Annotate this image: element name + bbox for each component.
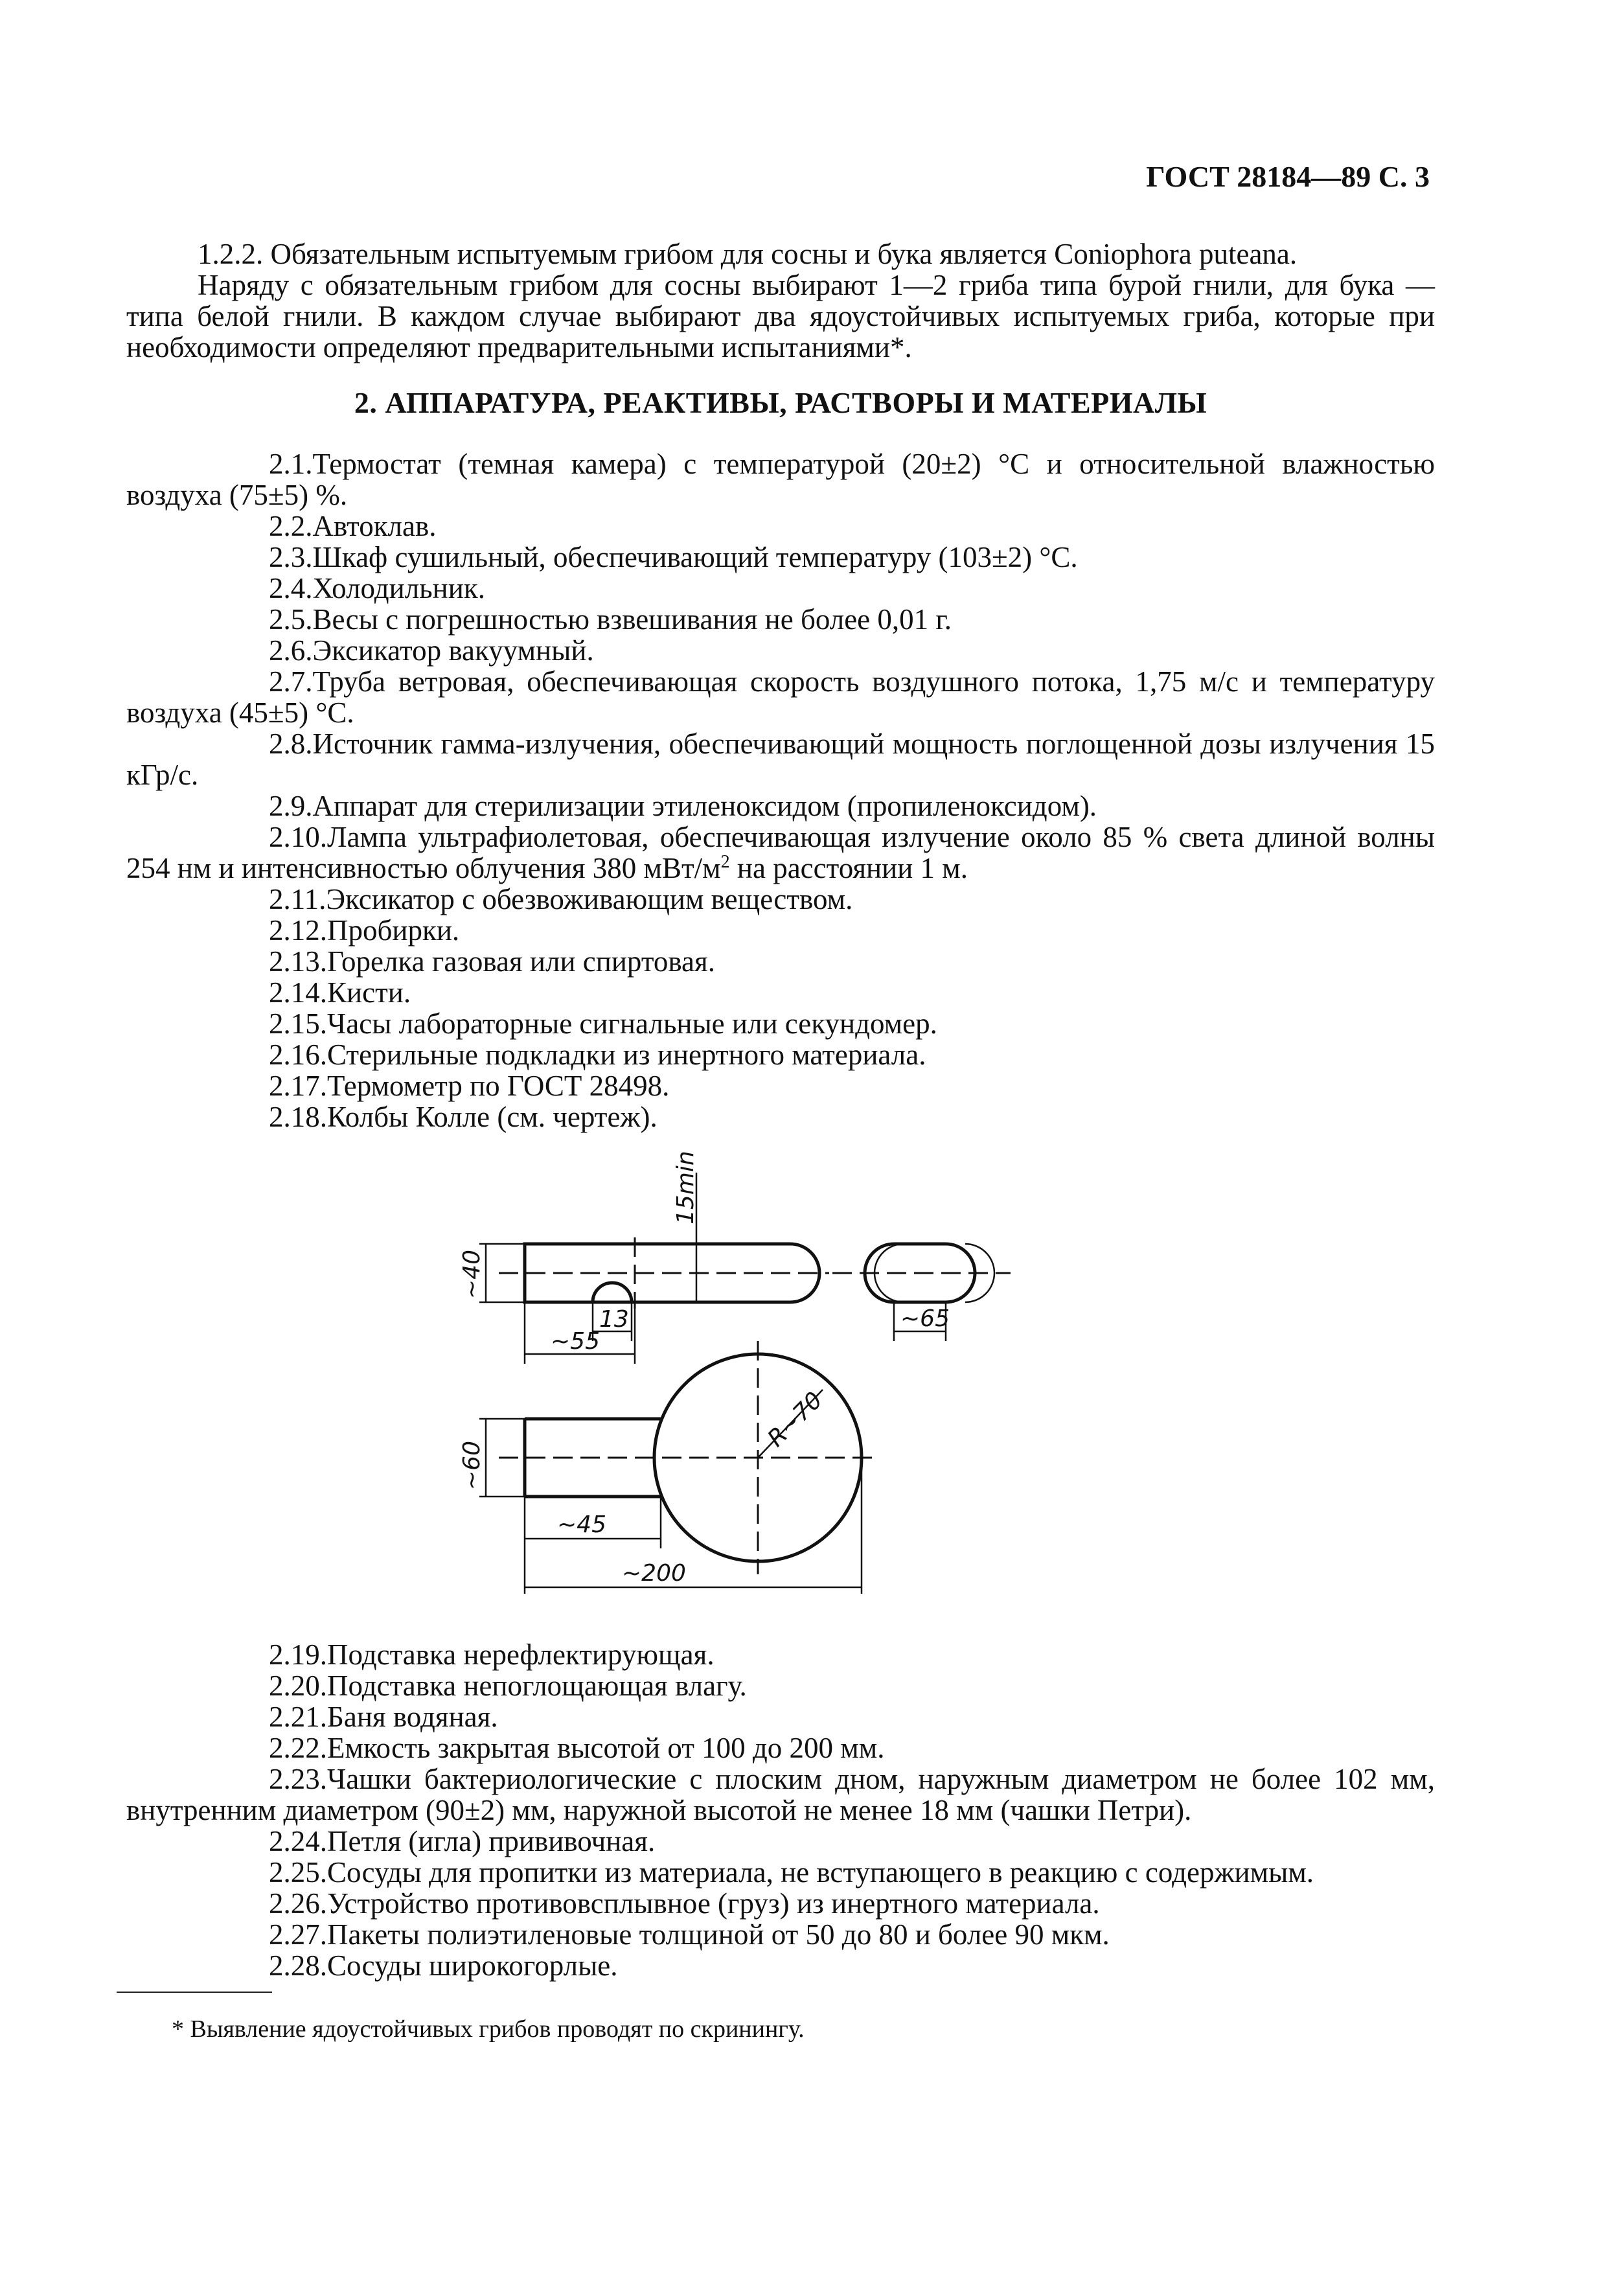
item-text: Термостат (темная камера) с температурой (20±2) °С и относительной влажностью воздуха (75±5) %. — [126, 448, 1435, 511]
item-text: Подставка непоглощающая влагу. — [327, 1670, 747, 1702]
section-title: 2. АППАРАТУРА, РЕАКТИВЫ, РАСТВОРЫ И МАТЕРИАЛЫ — [354, 386, 1207, 419]
list-item — [126, 1919, 1435, 1950]
item-text: Стерильные подкладки из инертного материала. — [327, 1039, 926, 1071]
item-number: 2.16. — [269, 1039, 327, 1071]
item-number: 2.25. — [269, 1856, 327, 1889]
list-item — [126, 1701, 1435, 1732]
item-number: 2.28. — [269, 1949, 327, 1982]
item-text: Аппарат для стерилизации этиленоксидом (пропиленоксидом). — [312, 790, 1097, 822]
dim-label-15min: 15min — [672, 1151, 699, 1224]
item-number: 2.14. — [269, 976, 327, 1009]
item-text: Сосуды для пропитки из материала, не вступающего в реакцию с содержимым. — [327, 1856, 1314, 1889]
dim-label-55: ~55 — [551, 1328, 600, 1355]
footnote-divider — [117, 1992, 272, 1993]
item-number: 2.21. — [269, 1701, 327, 1733]
list-item — [126, 915, 1435, 946]
item-text: Кисти. — [327, 976, 411, 1009]
item-text: Источник гамма-излучения, обеспечивающий мощность поглощенной дозы излучения 15 кГр/с. — [126, 728, 1435, 791]
item-text: Пробирки. — [327, 914, 460, 947]
list-item — [126, 511, 1435, 542]
list-item — [126, 635, 1435, 666]
item-text: Колбы Колле (см. чертеж). — [327, 1101, 658, 1133]
item-text: Термометр по ГОСТ 28498. — [327, 1070, 670, 1102]
item-number: 2.19. — [269, 1638, 327, 1671]
drawing-svg — [453, 1147, 1101, 1620]
item-text: Емкость закрытая высотой от 100 до 200 мм. — [327, 1732, 885, 1764]
item-number: 2.4. — [269, 572, 313, 604]
item-text: Горелка газовая или спиртовая. — [327, 945, 715, 978]
dim-label-65: ~65 — [900, 1305, 950, 1332]
dim-label-45: ~45 — [557, 1511, 606, 1538]
item-number: 2.1. — [269, 448, 313, 480]
item-number: 2.8. — [269, 728, 313, 760]
item-number: 2.9. — [269, 790, 313, 822]
item-text: Эксикатор вакуумный. — [312, 634, 594, 667]
list-item — [126, 1101, 1435, 1132]
flask-notch — [593, 1283, 632, 1302]
item-number: 2.12. — [269, 914, 327, 947]
list-item — [126, 977, 1435, 1008]
list-item — [126, 1950, 1435, 1981]
page-header: ГОСТ 28184—89 С. 3 — [1146, 160, 1430, 193]
item-text: Пакеты полиэтиленовые толщиной от 50 до 80 и более 90 мкм. — [327, 1918, 1110, 1951]
dim-label-13: 13 — [599, 1306, 629, 1333]
item-text: Сосуды широкогорлые. — [327, 1949, 618, 1982]
item-text: Труба ветровая, обеспечивающая скорость воздушного потока, 1,75 м/с и температуру воздуха (45±5) °С. — [126, 665, 1435, 729]
upper-text-block — [126, 238, 1435, 1132]
item-text: Баня водяная. — [327, 1701, 498, 1733]
kolle-flask-drawing — [453, 1147, 1101, 1620]
list-item — [126, 1857, 1435, 1888]
list-item — [126, 728, 1435, 790]
item-text: Шкаф сушильный, обеспечивающий температуру (103±2) °С. — [312, 541, 1078, 573]
item-text: Часы лабораторные сигнальные или секундомер. — [327, 1007, 937, 1040]
list-item — [126, 604, 1435, 635]
item-number: 2.27. — [269, 1918, 327, 1951]
list-item — [126, 1070, 1435, 1101]
item-number: 2.26. — [269, 1887, 327, 1920]
list-item — [126, 821, 1435, 884]
dim-label-200: ~200 — [622, 1560, 686, 1587]
paragraph-fungi-choice: Наряду с обязательным грибом для сосны выбирают 1—2 гриба типа бурой гнили, для бука — типа белой гнили. В каждом случае выбирают два ядоустойчивых испытуемых гриба, которые при необходимости определяют предварительными испытаниями*. — [126, 269, 1435, 363]
item-text: Устройство противовсплывное (груз) из инертного материала. — [327, 1887, 1100, 1920]
item-number: 2.20. — [269, 1670, 327, 1702]
list-item — [126, 573, 1435, 604]
item-text: Петля (игла) прививочная. — [327, 1825, 656, 1857]
item-number: 2.2. — [269, 510, 313, 542]
list-item — [126, 1670, 1435, 1701]
list-item — [126, 1888, 1435, 1919]
list-item — [126, 666, 1435, 728]
item-text: Чашки бактериологические с плоским дном, наружным диаметром не более 102 мм, внутренним диаметром (90±2) мм, наружной высотой не менее 18 мм (чашки Петри). — [126, 1763, 1435, 1826]
list-item — [126, 884, 1435, 915]
item-number: 2.18. — [269, 1101, 327, 1133]
list-item — [126, 790, 1435, 821]
item-number: 2.3. — [269, 541, 313, 573]
item-text: Подставка нерефлектирующая. — [327, 1638, 715, 1671]
item-text: Холодильник. — [312, 572, 485, 604]
dim-label-r70: R~70 — [762, 1386, 828, 1453]
item-text: Автоклав. — [312, 510, 437, 542]
list-item — [126, 1763, 1435, 1826]
item-number: 2.13. — [269, 945, 327, 978]
item-number: 2.11. — [269, 883, 326, 915]
item-text: Лампа ультрафиолетовая, обеспечивающая излучение около 85 % света длиной волны 254 нм и интенсивностью облучения 380 мВт/м — [126, 821, 1435, 884]
item-text-tail: на расстоянии 1 м. — [729, 852, 968, 884]
item-text: Эксикатор с обезвоживающим веществом. — [326, 883, 853, 915]
list-item — [126, 1732, 1435, 1763]
dim-label-40: ~40 — [459, 1250, 485, 1299]
dim-label-60: ~60 — [459, 1441, 485, 1490]
superscript: 2 — [720, 852, 730, 872]
list-item — [126, 1639, 1435, 1670]
item-number: 2.5. — [269, 603, 313, 636]
list-item — [126, 448, 1435, 511]
footnote: * Выявление ядоустойчивых грибов проводят по скринингу. — [172, 2015, 805, 2043]
paragraph-1-2-2: 1.2.2. Обязательным испытуемым грибом для сосны и бука является Coniophora puteana. — [198, 238, 1298, 270]
item-number: 2.10. — [269, 821, 327, 853]
item-number: 2.23. — [269, 1763, 327, 1795]
item-number: 2.7. — [269, 665, 313, 698]
item-number: 2.24. — [269, 1825, 327, 1857]
item-number: 2.22. — [269, 1732, 327, 1764]
equipment-list-a — [126, 448, 1435, 1132]
lower-text-block — [126, 1639, 1435, 1981]
list-item — [126, 946, 1435, 977]
list-item — [126, 1826, 1435, 1857]
list-item — [126, 1008, 1435, 1039]
item-text: Весы с погрешностью взвешивания не более 0,01 г. — [312, 603, 952, 636]
item-number: 2.17. — [269, 1070, 327, 1102]
list-item — [126, 542, 1435, 573]
item-number: 2.6. — [269, 634, 313, 667]
list-item — [126, 1039, 1435, 1070]
item-number: 2.15. — [269, 1007, 327, 1040]
